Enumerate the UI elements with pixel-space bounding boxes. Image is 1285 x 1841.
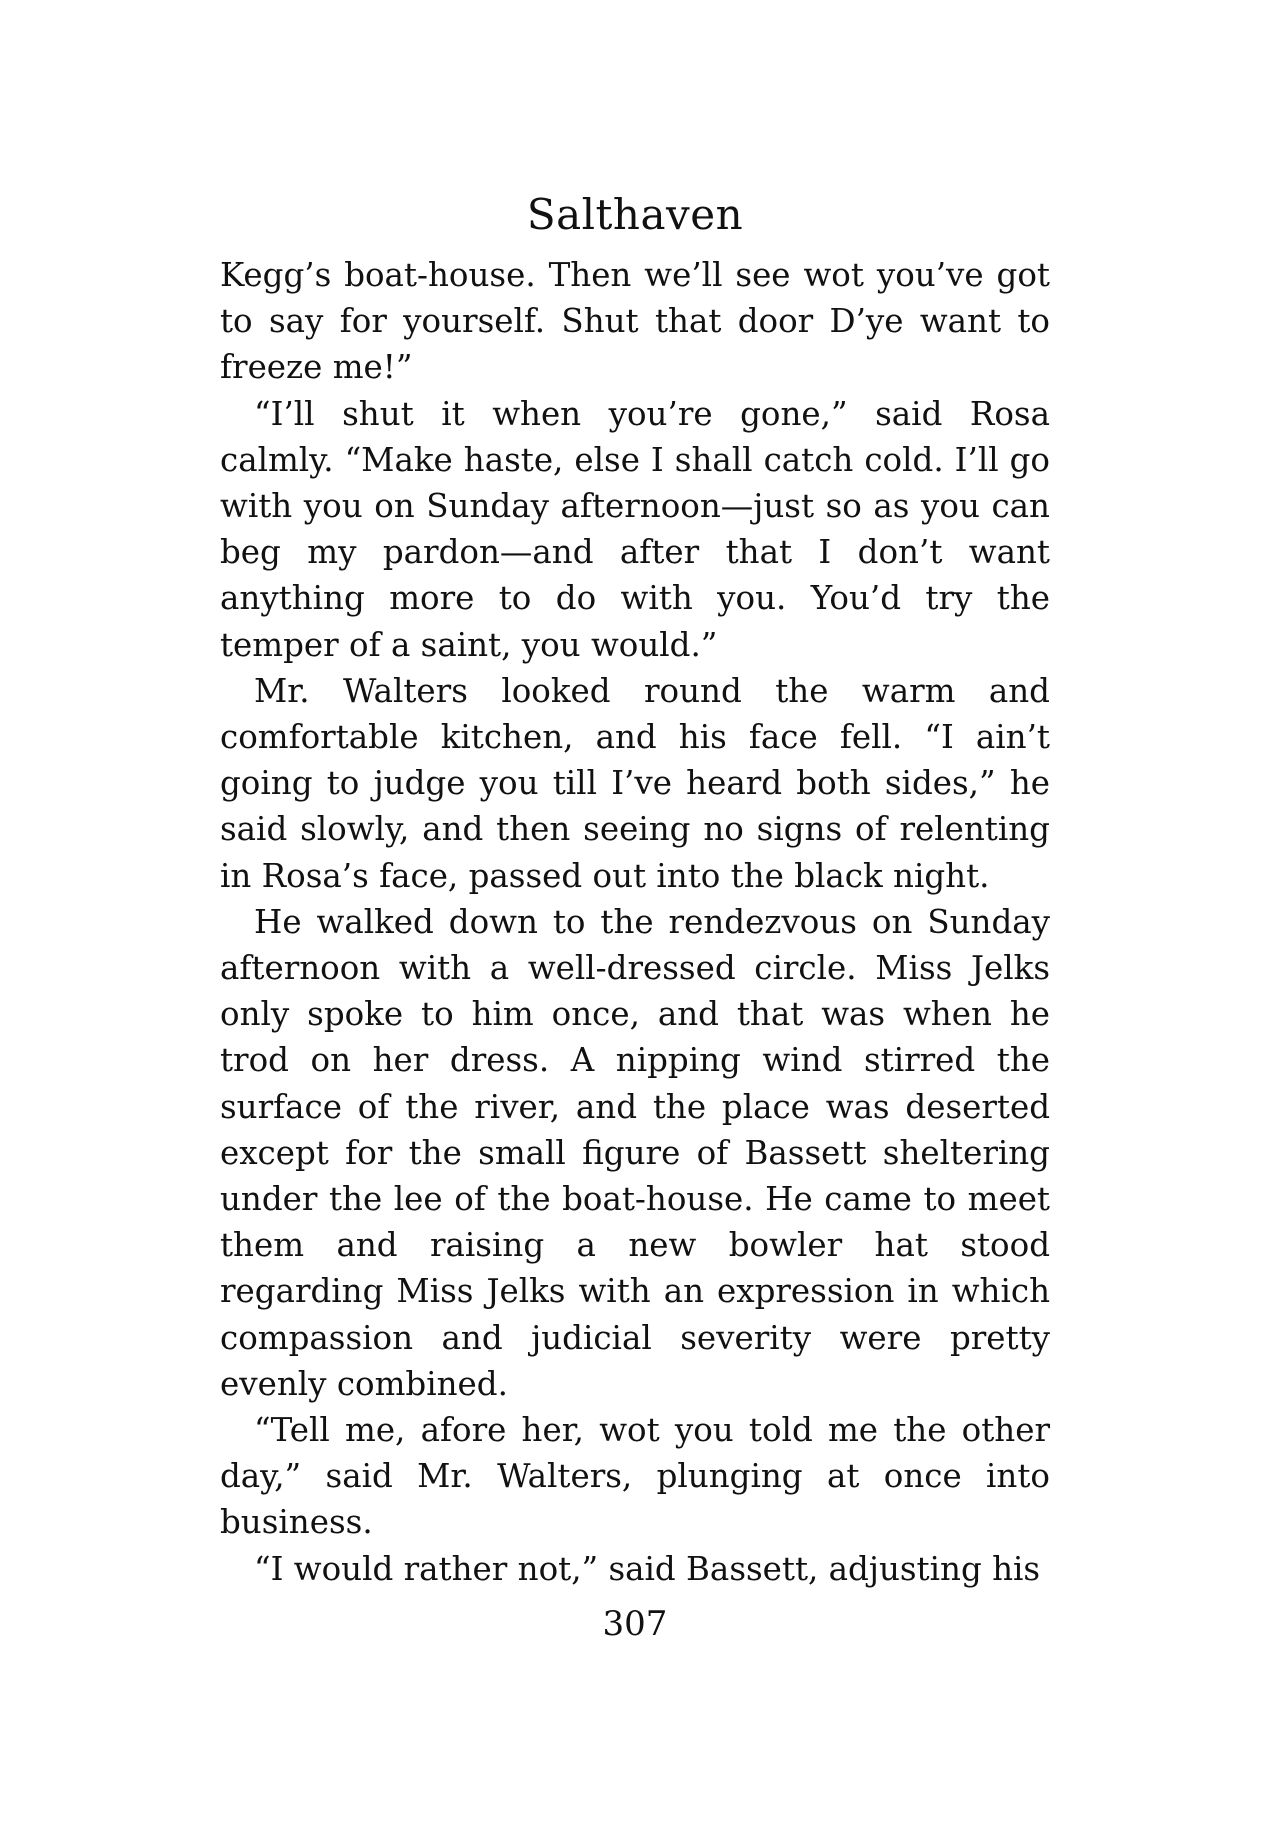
paragraph-rendezvous: He walked down to the rendezvous on Sunday afternoon with a well-dressed circle. Miss Jelks only spoke to him once, and that was when he trod on her dress. A nipping wind stirred the surface of the river, and the place was deserted except for the small figure of Bassett sheltering under the lee of the boat-house. He came to meet them and raising a new bowler hat stood regarding Miss Jelks with an expression in which compassion and judicial severity were pretty evenly combined. <box>220 902 1050 1403</box>
running-title: Salthaven <box>526 190 744 239</box>
paragraph-walters-kitchen: Mr. Walters looked round the warm and comfortable kitchen, and his face fell. “I ain’t going to judge you till I’ve heard both sides,” he said slowly, and then seeing no signs of relenting in Rosa’s face, passed out into the black night. <box>220 671 1050 895</box>
paragraph-continuation: Kegg’s boat-house. Then we’ll see wot you’ve got to say for yourself. Shut that door D’ye want to freeze me!” <box>220 256 1050 387</box>
paragraph-rosa-reply: “I’ll shut it when you’re gone,” said Rosa calmly. “Make haste, else I shall catch cold. I’ll go with you on Sunday afternoon—just so as you can beg my pardon—and after that I don’t want anything more to do with you. You’d try the temper of a saint, you would.” <box>220 394 1050 664</box>
body-text <box>220 252 1050 1592</box>
paragraph-tell-me: “Tell me, afore her, wot you told me the other day,” said Mr. Walters, plunging at once into business. <box>220 1411 1050 1542</box>
page-number: 307 <box>602 1604 668 1644</box>
paragraph-bassett-reply: “I would rather not,” said Bassett, adjusting his <box>254 1549 1041 1588</box>
